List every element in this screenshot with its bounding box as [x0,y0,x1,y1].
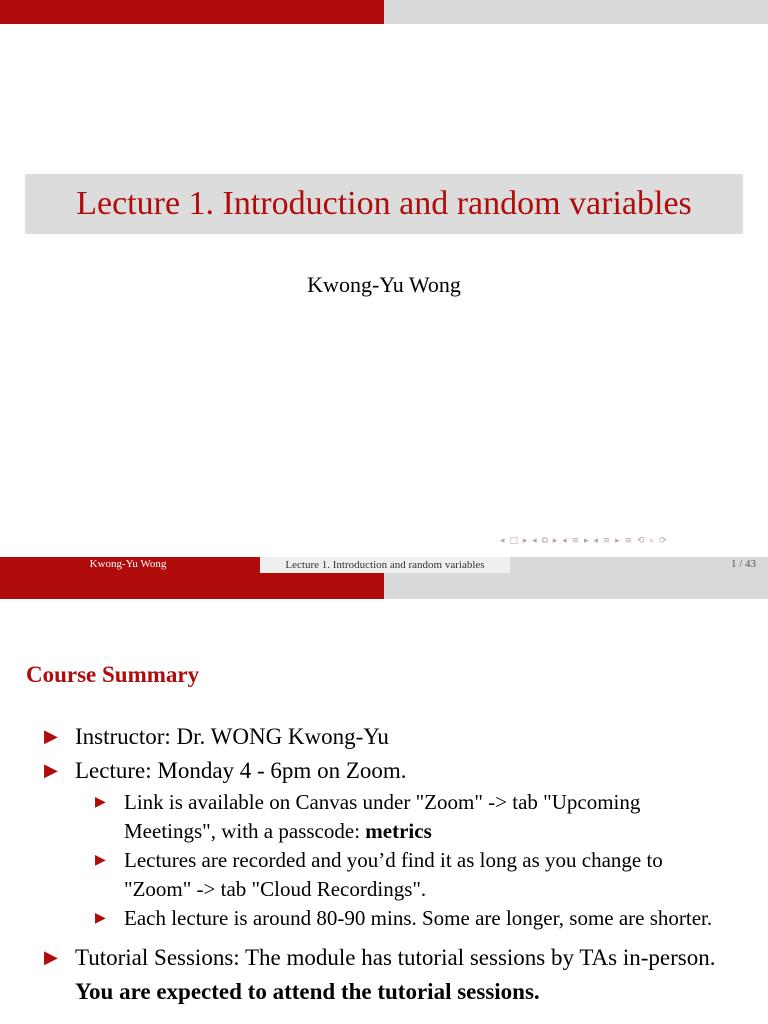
footer-author: Kwong-Yu Wong [89,558,167,570]
bullet-list [0,720,768,1009]
sub-bullet-list [0,788,768,933]
slide-author: Kwong-Yu Wong [307,272,461,297]
slide-title: Lecture 1. Introduction and random variables [76,185,692,222]
triangle-right-icon: ▶ [95,852,106,868]
sub-list-item: ▶ Link is available on Canvas under "Zoom" -> tab "Upcoming Meetings", with a passcode: metrics [95,790,641,843]
list-item: ▶ Tutorial Sessions: The module has tutorial sessions by TAs in-person. You are expected to attend the tutorial sessions. [0,941,728,1009]
footer-title: Lecture 1. Introduction and random variables [260,557,510,573]
list-item: ▶ Instructor: Dr. WONG Kwong-Yu [0,720,728,754]
triangle-right-icon: ▶ [95,910,106,926]
triangle-right-icon: ▶ [95,794,106,810]
top-bar [0,0,768,24]
triangle-right-icon: ▶ [44,726,58,747]
footer-page-number: 1 / 43 [730,558,756,570]
triangle-right-icon: ▶ [44,947,58,968]
top-bar-grey [384,0,768,24]
sub-list-item: ▶ Lectures are recorded and you’d find it as long as you change to "Zoom" -> tab "Cloud Recordings". [95,848,663,901]
top-bar-red [0,0,384,24]
triangle-right-icon: ▶ [44,760,58,781]
slide-footer [0,557,768,599]
sub-list-item: ▶ Each lecture is around 80-90 mins. Some are longer, some are shorter. [0,904,728,933]
section-title: Course Summary [26,662,200,687]
beamer-navigation-icons[interactable]: ◂ □ ▸ ◂ ⧉ ▸ ◂ ≡ ▸ ◂ ≡ ▸ ≡ ⟲ ⌕ ⟳ [500,536,668,546]
list-item: ▶ Lecture: Monday 4 - 6pm on Zoom. [0,754,728,788]
slide-title-box [25,174,743,234]
